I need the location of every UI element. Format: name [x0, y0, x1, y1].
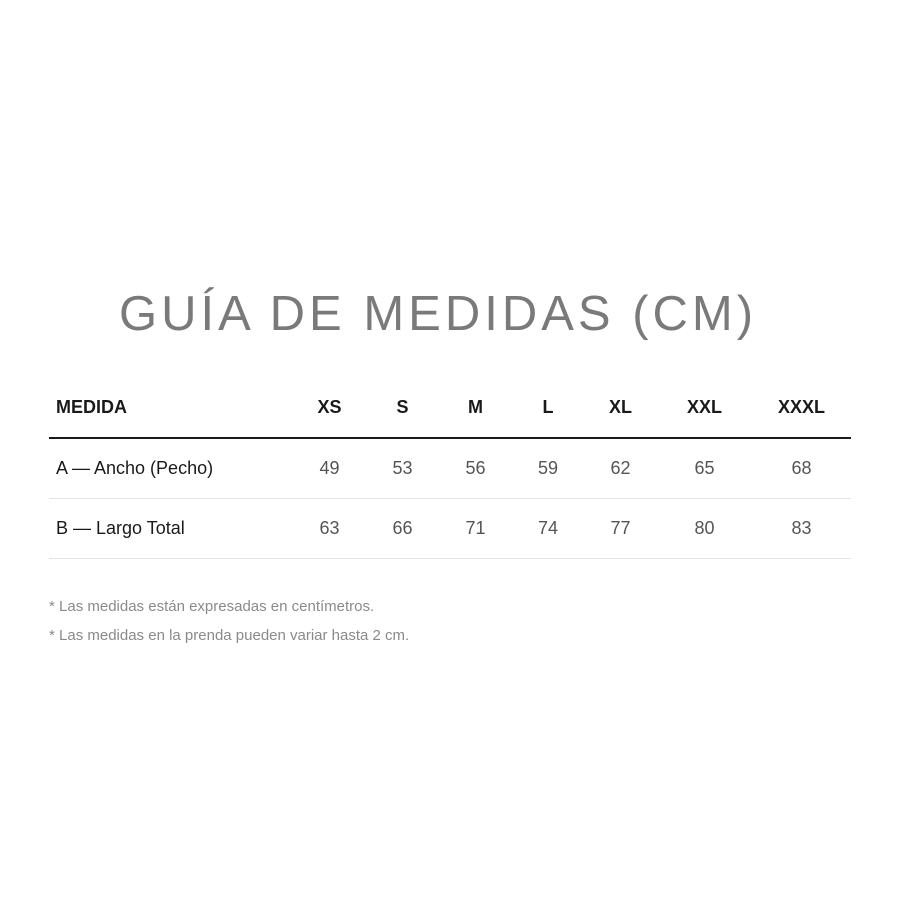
measure-value: 49 — [293, 438, 366, 499]
column-header-size: XS — [293, 378, 366, 438]
column-header-size: XXXL — [752, 378, 851, 438]
measure-label: A — Ancho (Pecho) — [49, 438, 293, 499]
measure-value: 53 — [366, 438, 439, 499]
measure-value: 74 — [512, 499, 584, 559]
measure-value: 56 — [439, 438, 512, 499]
measure-value: 71 — [439, 499, 512, 559]
measure-value: 83 — [752, 499, 851, 559]
column-header-size: M — [439, 378, 512, 438]
column-header-size: L — [512, 378, 584, 438]
measure-value: 65 — [657, 438, 752, 499]
size-chart-table — [49, 378, 851, 559]
footnotes — [49, 592, 409, 650]
measure-value: 77 — [584, 499, 657, 559]
measure-value: 68 — [752, 438, 851, 499]
column-header-measure: MEDIDA — [49, 378, 293, 438]
measure-value: 80 — [657, 499, 752, 559]
measure-value: 59 — [512, 438, 584, 499]
table-header-row — [49, 378, 851, 438]
column-header-size: XL — [584, 378, 657, 438]
table-row — [49, 499, 851, 559]
measure-label: B — Largo Total — [49, 499, 293, 559]
page-title: GUÍA DE MEDIDAS (CM) — [118, 287, 758, 341]
table-row — [49, 438, 851, 499]
measure-value: 66 — [366, 499, 439, 559]
measure-value: 63 — [293, 499, 366, 559]
column-header-size: S — [366, 378, 439, 438]
column-header-size: XXL — [657, 378, 752, 438]
footnote: * Las medidas en la prenda pueden variar hasta 2 cm. — [49, 627, 410, 644]
measure-value: 62 — [584, 438, 657, 499]
footnote: * Las medidas están expresadas en centímetros. — [49, 598, 375, 615]
